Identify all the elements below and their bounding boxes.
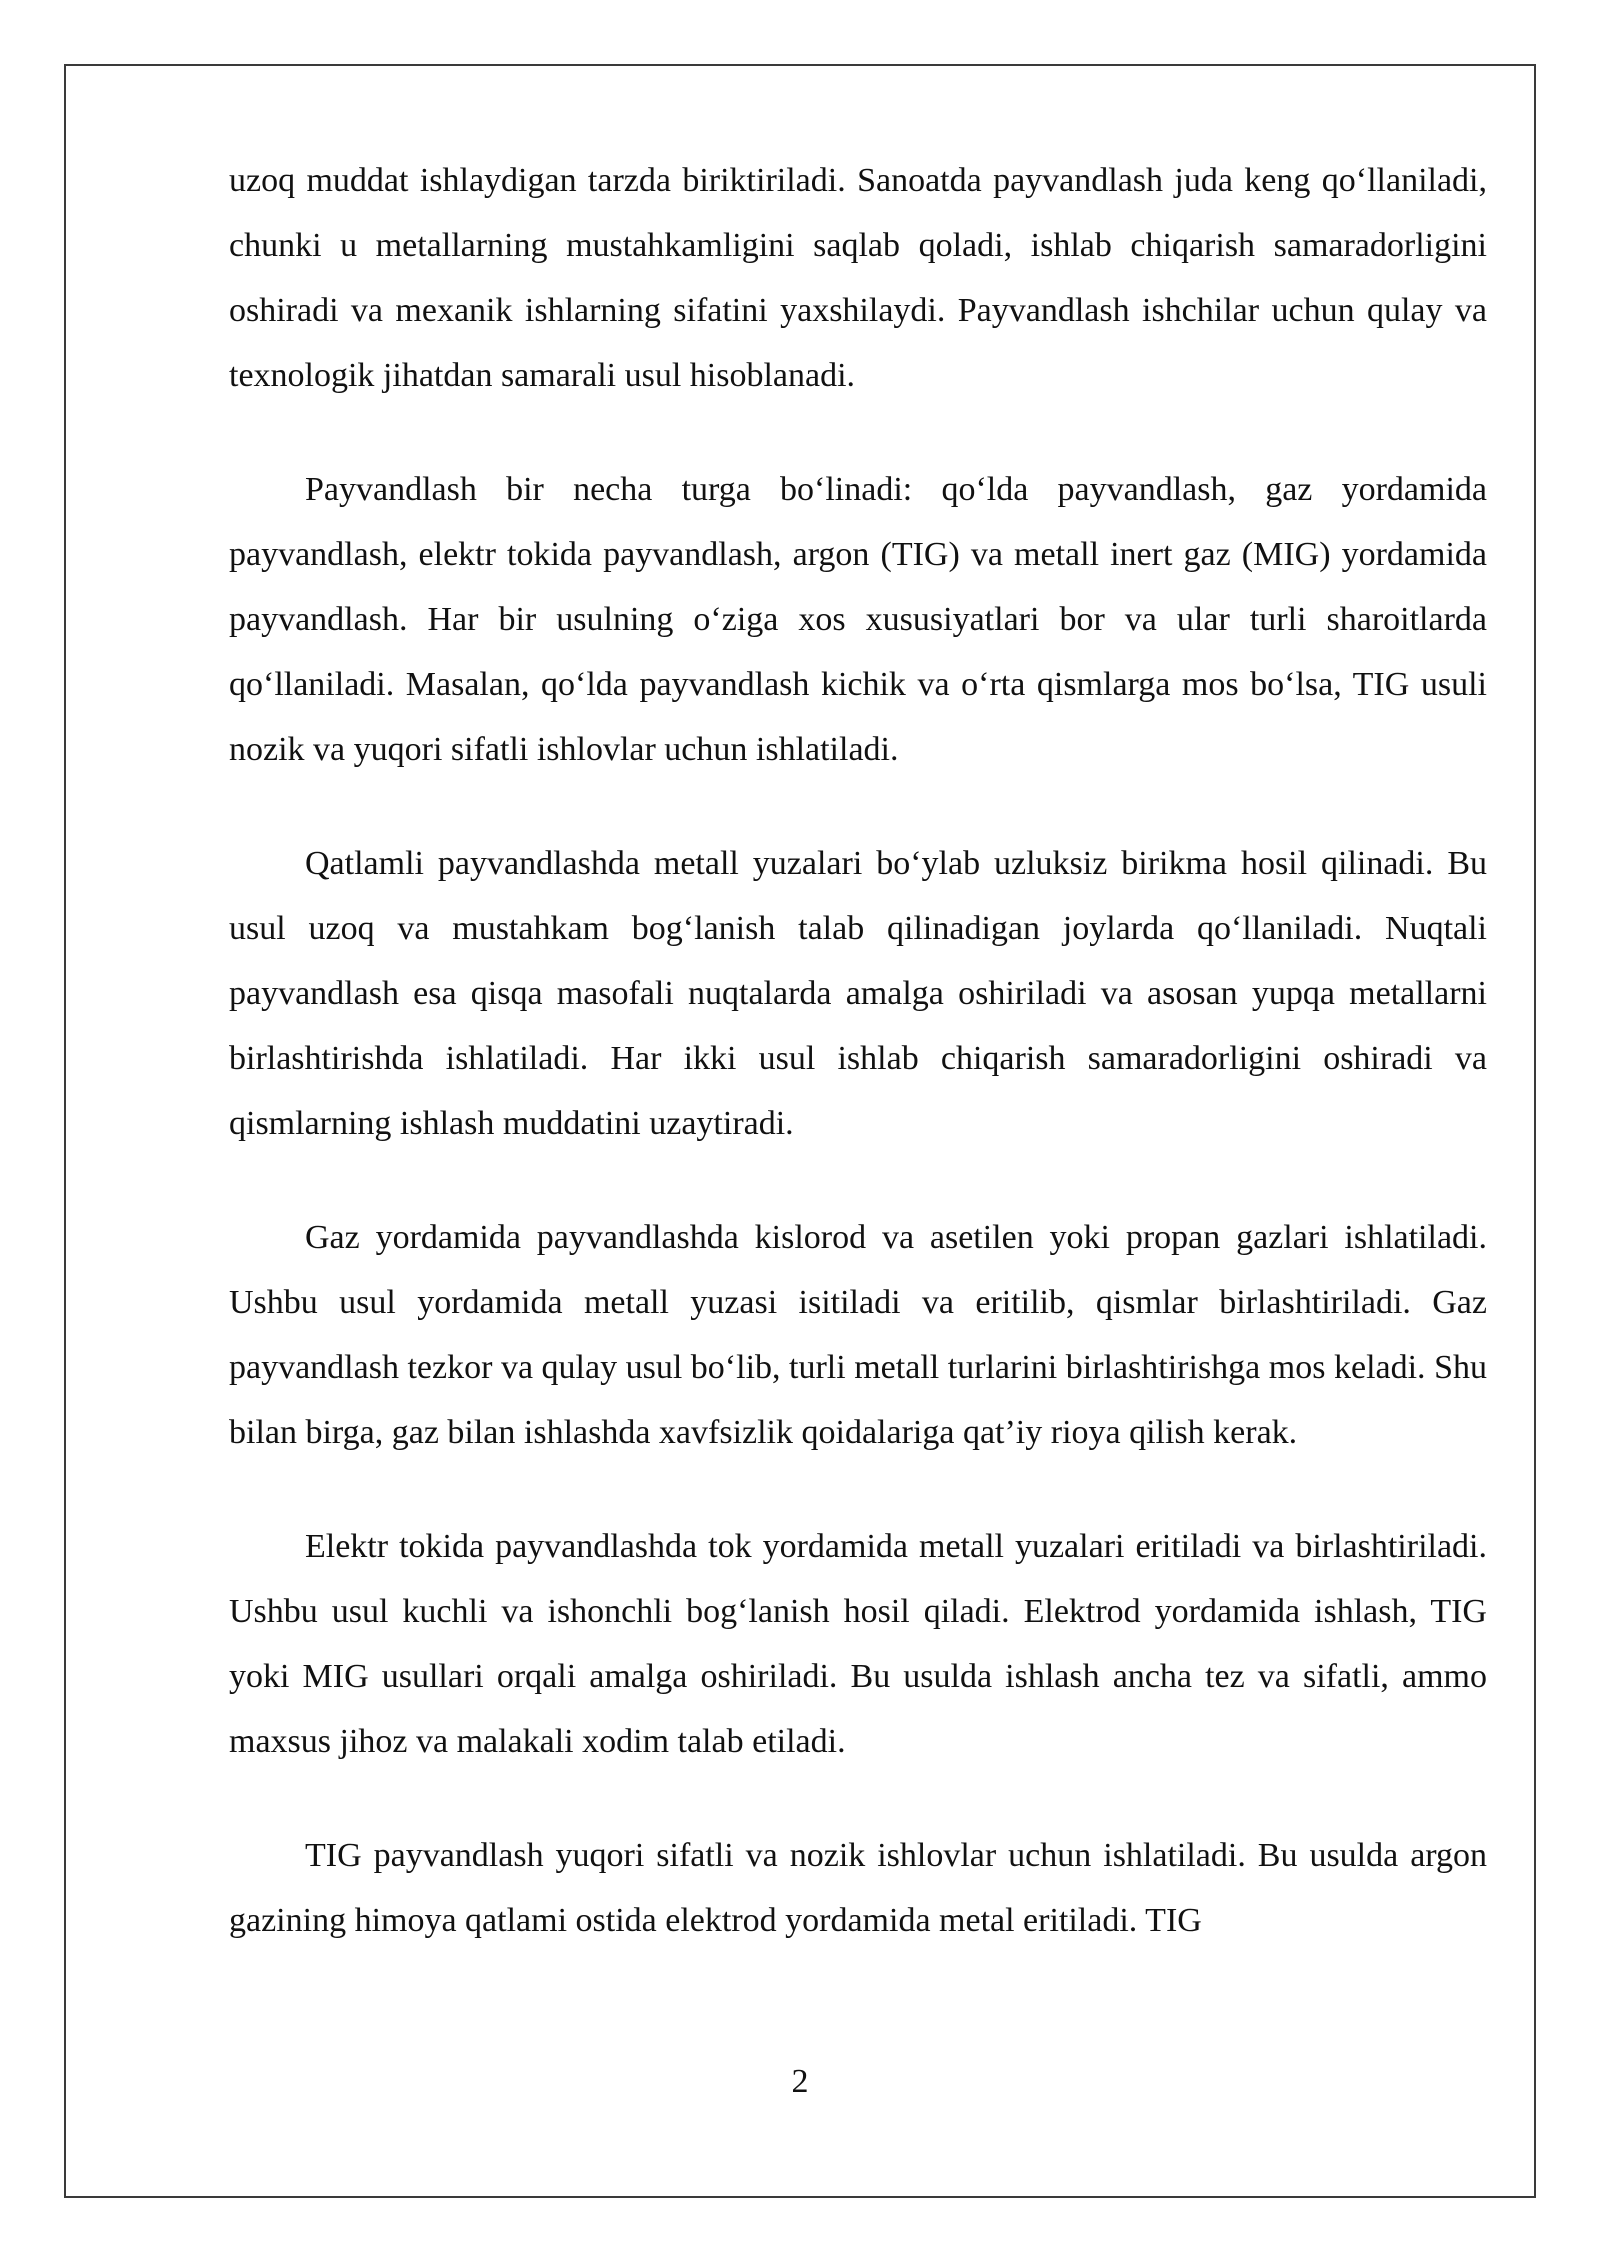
paragraph-tig-welding: TIG payvandlash yuqori sifatli va nozik ishlovlar uchun ishlatiladi. Bu usulda argon gazining himoya qatlami ostida elektrod yordamida metal eritiladi. TIG <box>229 1837 1487 1939</box>
paragraph-welding-types: Payvandlash bir necha turga bo‘linadi: qo‘lda payvandlash, gaz yordamida payvandlash, elektr tokida payvandlash, argon (TIG) va metall inert gaz (MIG) yordamida payvandlash. Har bir usulning o‘ziga xos xususiyatlari bor va ular turli sharoitlarda qo‘llaniladi. Masalan, qo‘lda payvandlash kichik va o‘rta qismlarga mos bo‘lsa, TIG usuli nozik va yuqori sifatli ishlovlar uchun ishlatiladi. <box>229 471 1487 768</box>
paragraph-gas-welding: Gaz yordamida payvandlashda kislorod va asetilen yoki propan gazlari ishlatiladi. Ushbu usul yordamida metall yuzasi isitiladi va eritilib, qismlar birlashtiriladi. Gaz payvandlash tezkor va qulay usul bo‘lib, turli metall turlarini birlashtirishga mos keladi. Shu bilan birga, gaz bilan ishlashda xavfsizlik qoidalariga qat’iy rioya qilish kerak. <box>229 1219 1487 1451</box>
paragraph-electric-welding: Elektr tokida payvandlashda tok yordamida metall yuzalari eritiladi va birlashtiriladi. Ushbu usul kuchli va ishonchli bog‘lanish hosil qiladi. Elektrod yordamida ishlash, TIG yoki MIG usullari orqali amalga oshiriladi. Bu usulda ishlash ancha tez va sifatli, ammo maxsus jihoz va malakali xodim talab etiladi. <box>229 1528 1487 1760</box>
page-number: 2 <box>791 2063 809 2100</box>
paragraph-layered-spot-welding: Qatlamli payvandlashda metall yuzalari bo‘ylab uzluksiz birikma hosil qilinadi. Bu usul uzoq va mustahkam bog‘lanish talab qilinadigan joylarda qo‘llaniladi. Nuqtali payvandlash esa qisqa masofali nuqtalarda amalga oshiriladi va asosan yupqa metallarni birlashtirishda ishlatiladi. Har ikki usul ishlab chiqarish samaradorligini oshiradi va qismlarning ishlash muddatini uzaytiradi. <box>229 845 1487 1142</box>
page-body <box>229 148 1487 1953</box>
paragraph-continuation: uzoq muddat ishlaydigan tarzda biriktiriladi. Sanoatda payvandlash juda keng qo‘llaniladi, chunki u metallarning mustahkamligini saqlab qoladi, ishlab chiqarish samaradorligini oshiradi va mexanik ishlarning sifatini yaxshilaydi. Payvandlash ishchilar uchun qulay va texnologik jihatdan samarali usul hisoblanadi. <box>229 162 1487 394</box>
